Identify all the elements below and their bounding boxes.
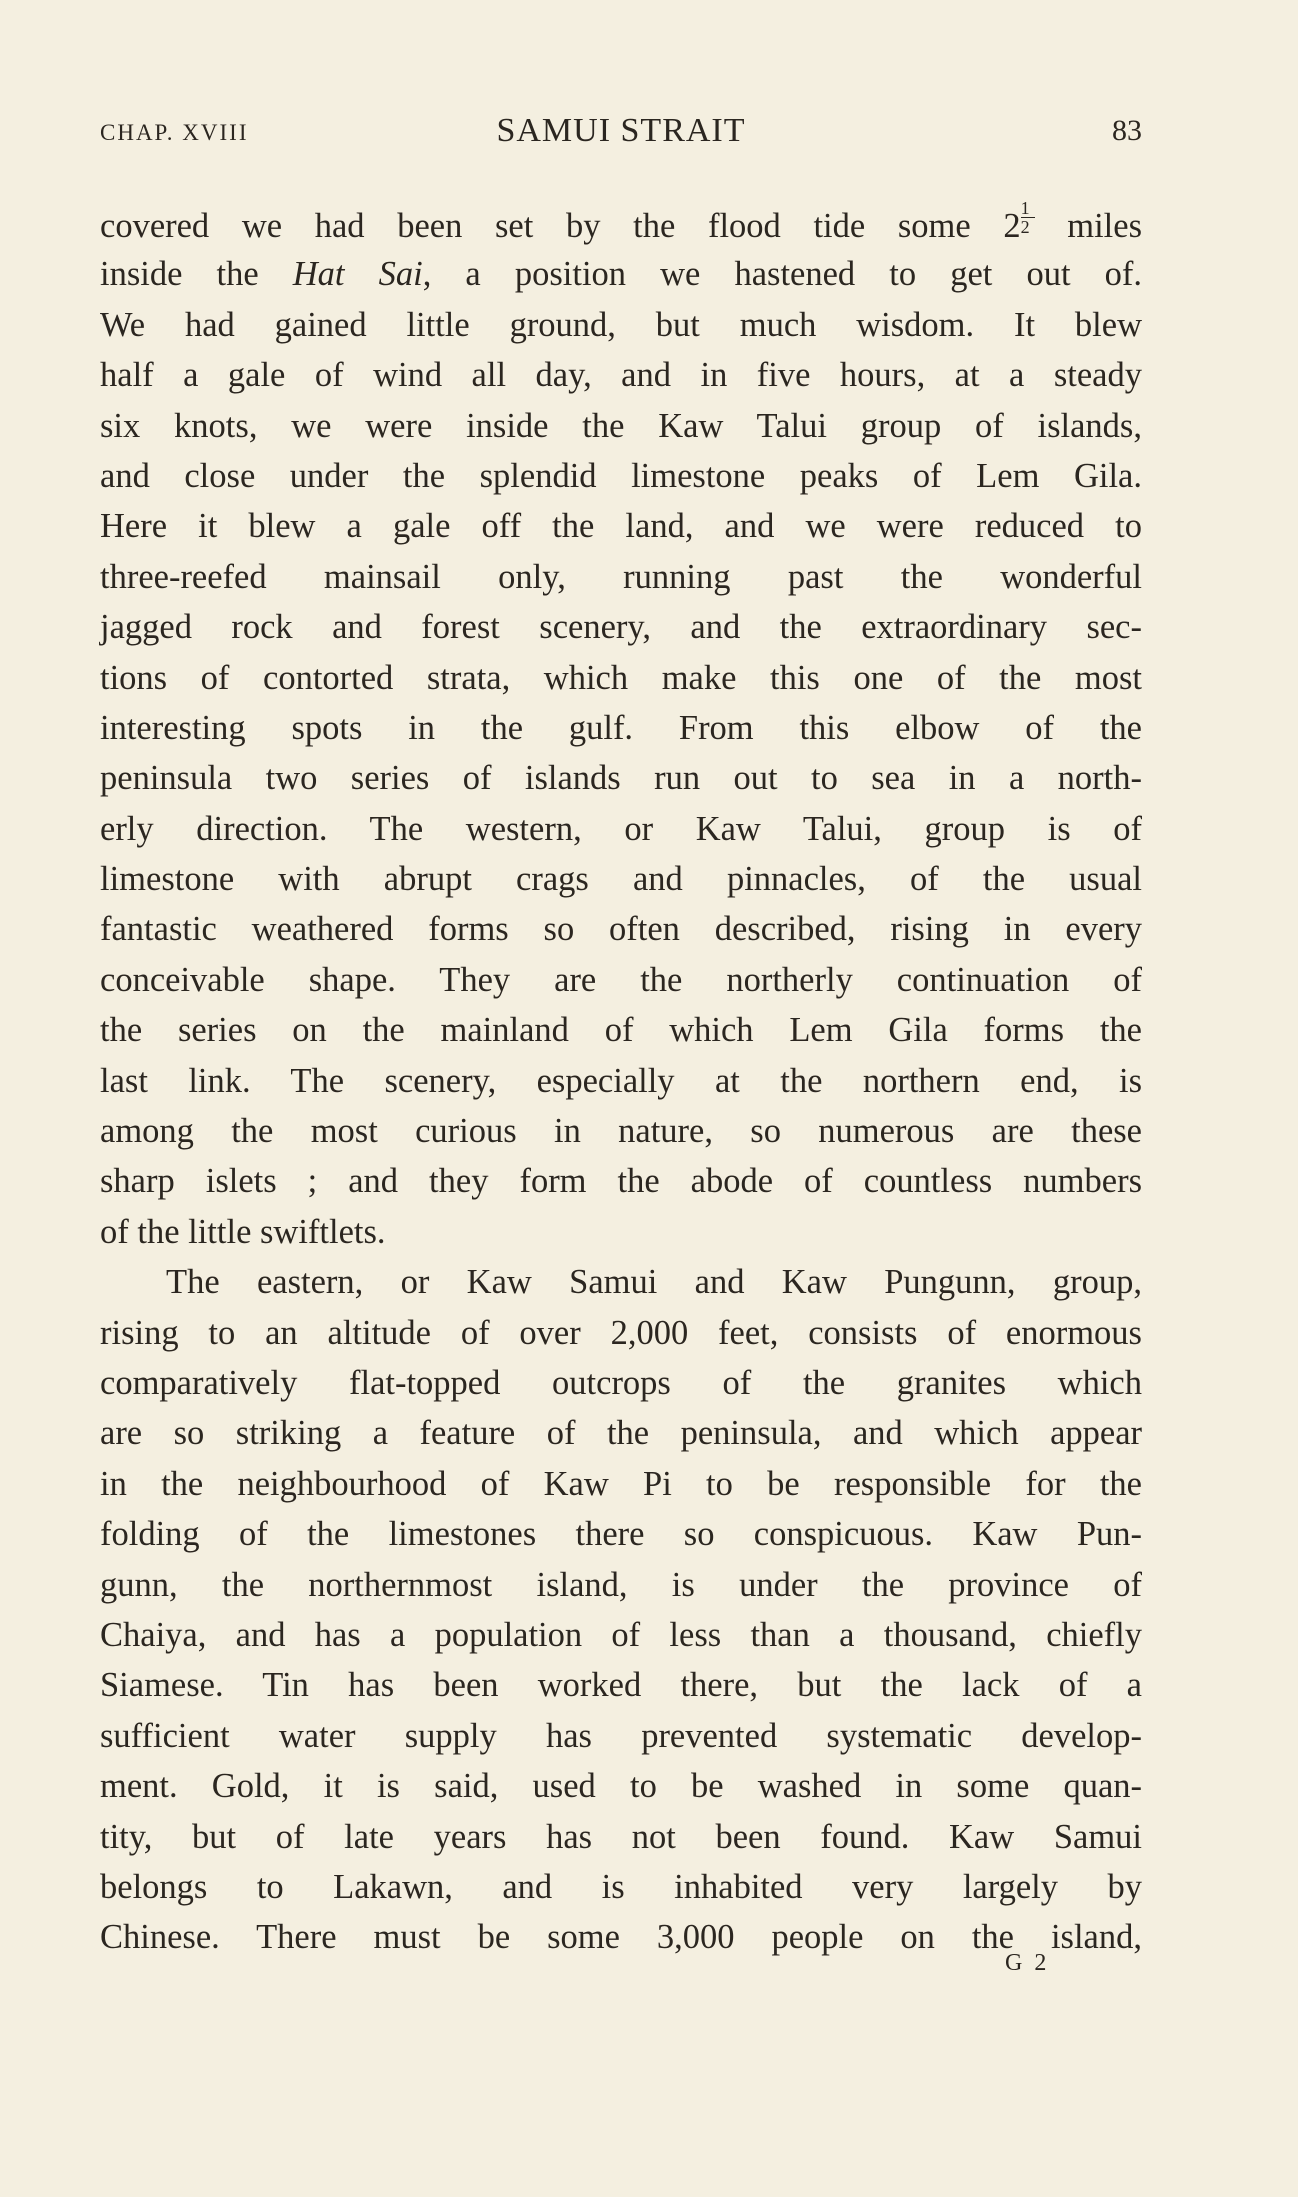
running-title: SAMUI STRAIT bbox=[496, 112, 746, 149]
text-line: half a gale of wind all day, and in five hours, at a steady bbox=[100, 356, 1142, 395]
text-line: Siamese. Tin has been worked there, but the lack of a bbox=[100, 1666, 1142, 1705]
text-line: in the neighbourhood of Kaw Pi to be responsible for the bbox=[100, 1464, 1142, 1503]
text-line: limestone with abrupt crags and pinnacles, of the usual bbox=[100, 860, 1142, 899]
text-line: Here it blew a gale off the land, and we were reduced to bbox=[100, 507, 1142, 546]
text-line: comparatively flat-topped outcrops of the granites which bbox=[100, 1363, 1142, 1402]
text-line: three-reefed mainsail only, running past the wonderful bbox=[100, 557, 1142, 596]
chapter-label: CHAP. XVIII bbox=[100, 120, 249, 145]
text-line: peninsula two series of islands run out to sea in a north- bbox=[100, 759, 1142, 798]
text-line: last link. The scenery, especially at the northern end, is bbox=[100, 1061, 1142, 1100]
body-text bbox=[100, 199, 1142, 1963]
text-line: conceivable shape. They are the northerly continuation of bbox=[100, 960, 1142, 999]
text-line: Chaiya, and has a population of less than a thousand, chiefly bbox=[100, 1615, 1142, 1654]
text-line: covered we had been set by the flood tide some 2 $\frac{1}{2}$ miles bbox=[100, 198, 1143, 245]
text-line: fantastic weathered forms so often described, rising in every bbox=[100, 910, 1142, 949]
text-line: rising to an altitude of over 2,000 feet, consists of enormous bbox=[100, 1313, 1142, 1352]
text-line: folding of the limestones there so conspicuous. Kaw Pun- bbox=[100, 1515, 1142, 1554]
text-line: interesting spots in the gulf. From this elbow of the bbox=[100, 708, 1142, 747]
fraction-one-half: $\frac{1}{2}$ bbox=[1021, 199, 1035, 236]
text-line: erly direction. The western, or Kaw Talui, group is of bbox=[100, 809, 1142, 848]
text-line: We had gained little ground, but much wisdom. It blew bbox=[100, 305, 1142, 344]
text-line: tions of contorted strata, which make this one of the most bbox=[100, 658, 1142, 697]
text-line: tity, but of late years has not been found. Kaw Samui bbox=[100, 1817, 1142, 1856]
running-header bbox=[100, 112, 1142, 156]
text-line: among the most curious in nature, so numerous are these bbox=[100, 1112, 1142, 1151]
printer-signature-mark: G 2 bbox=[1005, 1950, 1050, 1976]
text-line: six knots, we were inside the Kaw Talui group of islands, bbox=[100, 406, 1142, 445]
page-number: 83 bbox=[1112, 114, 1142, 147]
text-line: are so striking a feature of the peninsula, and which appear bbox=[100, 1414, 1142, 1453]
text-line: sufficient water supply has prevented systematic develop- bbox=[100, 1716, 1142, 1755]
text-line: belongs to Lakawn, and is inhabited very largely by bbox=[100, 1867, 1142, 1906]
text-line: sharp islets ; and they form the abode of countless numbers bbox=[100, 1162, 1142, 1201]
text-line: the series on the mainland of which Lem Gila forms the bbox=[100, 1011, 1142, 1050]
text-line: gunn, the northernmost island, is under the province of bbox=[100, 1565, 1142, 1604]
text-line: ment. Gold, it is said, used to be washed in some quan- bbox=[100, 1767, 1142, 1806]
text-line: of the little swiftlets. bbox=[100, 1212, 386, 1251]
text-line: jagged rock and forest scenery, and the extraordinary sec- bbox=[100, 608, 1142, 647]
italic-place-name: Hat Sai bbox=[292, 255, 423, 294]
text-line-paragraph-start: The eastern, or Kaw Samui and Kaw Pungunn, group, bbox=[166, 1263, 1142, 1302]
text-line: inside the Hat Sai, a position we hastened to get out of. bbox=[100, 255, 1142, 294]
text-line: Chinese. There must be some 3,000 people on the island, bbox=[100, 1918, 1142, 1957]
text-line: and close under the splendid limestone peaks of Lem Gila. bbox=[100, 456, 1142, 495]
